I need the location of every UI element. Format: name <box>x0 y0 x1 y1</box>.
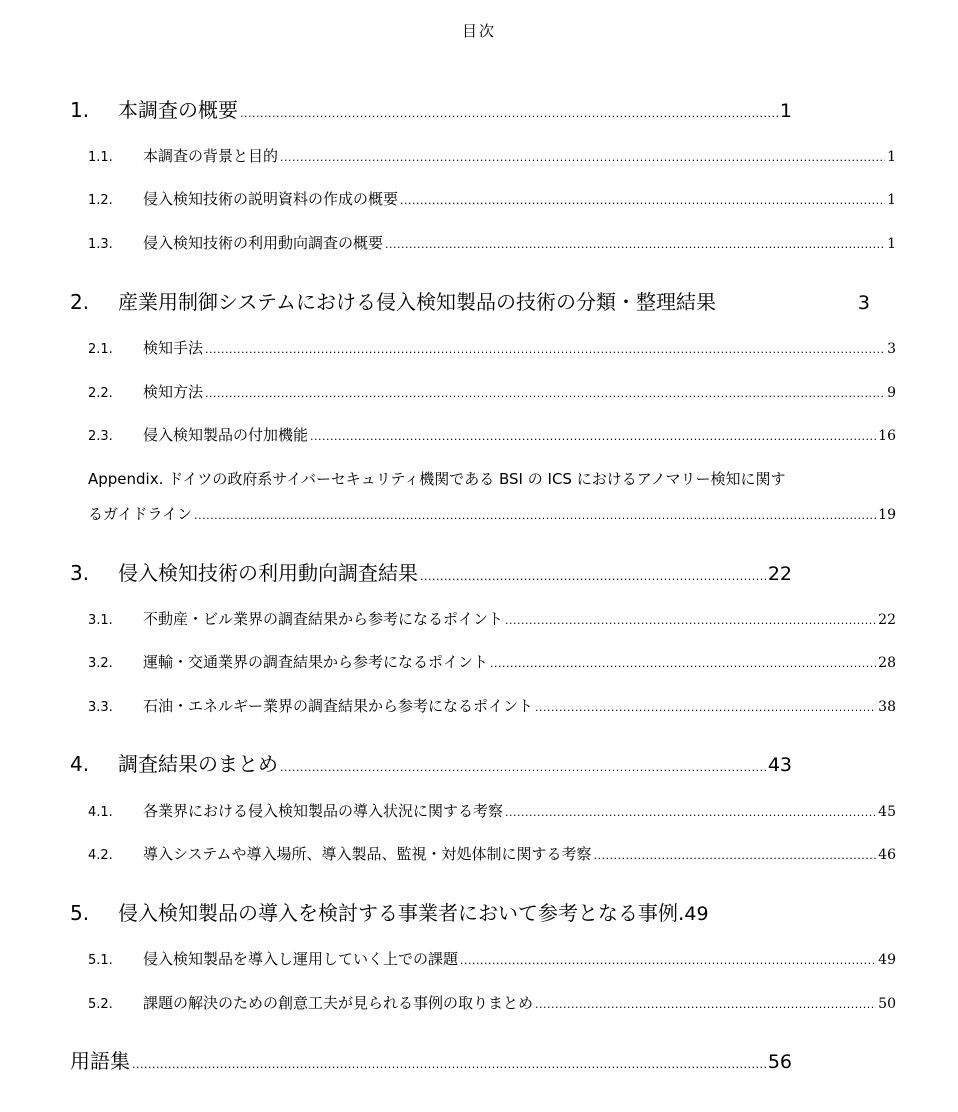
toc-subsection-2-3[interactable] <box>88 424 896 446</box>
subsection-number: 4.1. <box>88 805 113 820</box>
dot-leader <box>385 238 885 251</box>
dot-leader <box>205 387 885 400</box>
toc-section-3[interactable] <box>70 557 792 585</box>
subsection-number: 5.1. <box>88 953 113 968</box>
dot-leader <box>420 570 766 583</box>
page-number: 9 <box>887 385 896 401</box>
toc-subsection-3-1[interactable] <box>88 608 896 630</box>
page-number: 45 <box>878 804 896 820</box>
subsection-number: 1.3. <box>88 237 113 252</box>
subsection-title: 侵入検知製品の付加機能 <box>143 426 309 444</box>
subsection-number: 2.2. <box>88 386 113 401</box>
page-number: 1 <box>779 100 792 122</box>
page-number: 1 <box>887 236 896 252</box>
section-title: 侵入検知製品の導入を検討する事業者において参考となる事例 <box>118 901 678 925</box>
appendix-title-line2: るガイドライン <box>88 505 193 523</box>
section-number: 2. <box>70 290 90 314</box>
toc-title: 目次 <box>461 22 496 40</box>
glossary-title: 用語集 <box>70 1049 130 1073</box>
subsection-title: 検知手法 <box>143 339 204 357</box>
section-title: 侵入検知技術の利用動向調査結果 <box>118 561 418 585</box>
section-title: 産業用制御システムにおける侵入検知製品の技術の分類・整理結果 <box>118 290 716 314</box>
subsection-number: 2.1. <box>88 342 113 357</box>
toc-subsection-3-2[interactable] <box>88 651 896 673</box>
subsection-number: 3.1. <box>88 613 113 628</box>
dot-leader <box>505 806 876 819</box>
page-number: 1 <box>887 149 896 165</box>
subsection-title: 導入システムや導入場所、導入製品、監視・対処体制に関する考察 <box>143 845 592 863</box>
page-number: 1 <box>887 192 896 208</box>
toc-subsection-4-1[interactable] <box>88 800 896 822</box>
subsection-title: 侵入検知技術の説明資料の作成の概要 <box>143 190 399 208</box>
subsection-number: 5.2. <box>88 997 113 1012</box>
dot-leader <box>535 998 876 1011</box>
subsection-number: 4.2. <box>88 848 113 863</box>
subsection-title: 侵入検知技術の利用動向調査の概要 <box>143 234 384 252</box>
subsection-number: 1.1. <box>88 150 113 165</box>
dot-leader <box>280 761 766 774</box>
subsection-title: 各業界における侵入検知製品の導入状況に関する考察 <box>143 802 504 820</box>
dot-leader <box>240 107 778 120</box>
subsection-number: 1.2. <box>88 193 113 208</box>
section-number: 1. <box>70 98 90 122</box>
section-number: 4. <box>70 752 90 776</box>
dot-leader <box>132 1058 766 1071</box>
page-number: 22 <box>767 563 792 585</box>
subsection-title: 侵入検知製品を導入し運用していく上での課題 <box>143 950 459 968</box>
dot-leader <box>400 194 885 207</box>
page-number: 19 <box>878 507 896 523</box>
page-number: 50 <box>878 996 896 1012</box>
dot-leader <box>594 849 877 862</box>
subsection-number: 2.3. <box>88 429 113 444</box>
page-number: 3 <box>857 292 870 314</box>
toc-subsection-3-3[interactable] <box>88 695 896 717</box>
subsection-title: 課題の解決のための創意工夫が見られる事例の取りまとめ <box>143 994 534 1012</box>
subsection-title: 本調査の背景と目的 <box>143 147 279 165</box>
section-title: 本調査の概要 <box>118 98 238 122</box>
subsection-number: 3.3. <box>88 700 113 715</box>
toc-subsection-4-2[interactable] <box>88 843 896 865</box>
page-number: 38 <box>878 699 896 715</box>
dot-leader <box>535 701 876 714</box>
toc-subsection-5-2[interactable] <box>88 992 896 1014</box>
subsection-number: 3.2. <box>88 656 113 671</box>
toc-section-1[interactable] <box>70 94 792 122</box>
dot-leader <box>205 343 885 356</box>
toc-subsection-5-1[interactable] <box>88 948 896 970</box>
subsection-title: 石油・エネルギー業界の調査結果から参考になるポイント <box>143 697 534 715</box>
page-number: 28 <box>878 655 896 671</box>
toc-subsection-1-3[interactable] <box>88 232 896 254</box>
dot-leader <box>505 614 876 627</box>
page-number: 43 <box>767 754 792 776</box>
toc-section-4[interactable] <box>70 748 792 776</box>
page-number: 16 <box>878 428 896 444</box>
toc-section-2[interactable] <box>70 286 870 314</box>
page-number: 22 <box>878 612 896 628</box>
section-number: 5. <box>70 901 90 925</box>
page-number: 3 <box>887 341 896 357</box>
dot-leader <box>194 509 876 522</box>
dot-leader <box>460 954 876 967</box>
toc-glossary[interactable] <box>70 1045 792 1073</box>
dot-leader <box>490 657 876 670</box>
dot-leader <box>310 430 876 443</box>
dot-leader <box>280 151 885 164</box>
appendix-title-line1[interactable]: Appendix. ドイツの政府系サイバーセキュリティ機関である BSI の ICS におけるアノマリー検知に関す <box>88 470 786 488</box>
toc-subsection-2-1[interactable] <box>88 337 896 359</box>
subsection-title: 不動産・ビル業界の調査結果から参考になるポイント <box>143 610 504 628</box>
toc-subsection-1-2[interactable] <box>88 188 896 210</box>
page-number: 56 <box>767 1051 792 1073</box>
toc-section-5[interactable]: 5. 侵入検知製品の導入を検討する事業者において参考となる事例 . 49 <box>70 897 810 925</box>
page-number: 46 <box>878 847 896 863</box>
page-number: 49 <box>878 952 896 968</box>
page-number: 49 <box>684 903 709 925</box>
subsection-title: 検知方法 <box>143 383 204 401</box>
toc-subsection-2-2[interactable] <box>88 381 896 403</box>
subsection-title: 運輸・交通業界の調査結果から参考になるポイント <box>143 653 489 671</box>
section-number: 3. <box>70 561 90 585</box>
toc-subsection-1-1[interactable] <box>88 145 896 167</box>
toc-appendix[interactable] <box>88 503 896 525</box>
section-title: 調査結果のまとめ <box>118 752 278 776</box>
